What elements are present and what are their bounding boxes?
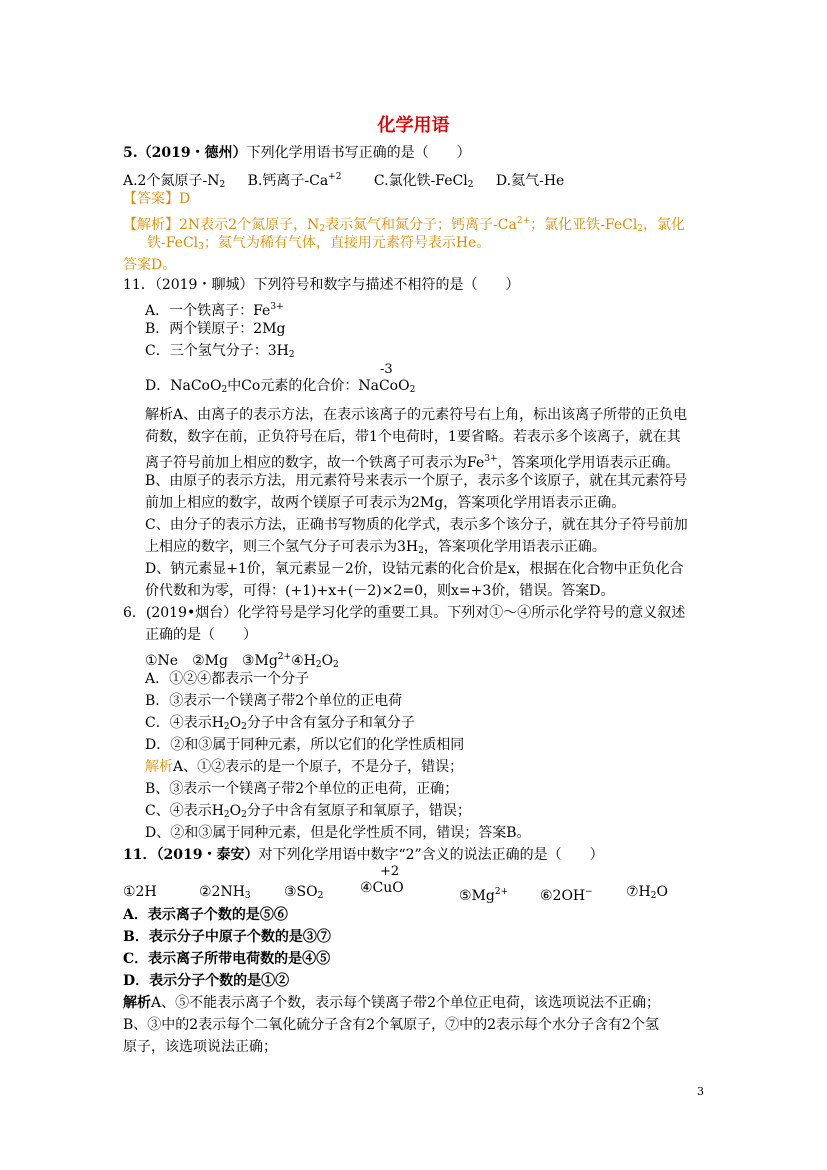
q6-stem-1: 6．(2019•烟台）化学符号是学习化学的重要工具。下列对①～④所示化学符号的意义叙述 (123, 605, 686, 621)
q11b-option-b: B．表示分子中原子个数的是③⑦ (123, 929, 331, 945)
q11b-option-a: A．表示离子个数的是⑤⑥ (123, 907, 288, 923)
q6-analysis-1: 解析A、①②表示的是一个原子，不是分子，错误； (145, 759, 464, 775)
q11b-symbol-7: $⑦H_2O$ (626, 884, 668, 901)
q6-analysis-2: B、③表示一个镁离子带2个单位的正电荷，正确； (145, 781, 459, 797)
q11a-analysis-9: 价代数和为零，可得：(+1)+x+(－2)×2=0，则x=+3价，错误。答案D。 (145, 583, 615, 599)
q11a-option-b: B．两个镁原子：2Mg (145, 321, 286, 337)
q11b-stem: 11．（2019・泰安）对下列化学用语中数字“2”含义的说法正确的是（ ） (123, 847, 604, 863)
q6-option-d: D．②和③属于同种元素，所以它们的化学性质相同 (145, 737, 465, 753)
q11b-symbol-1: ①2H (123, 884, 157, 900)
q11a-analysis-1: 解析A、由离子的表示方法，在表示该离子的元素符号右上角，标出该离子所带的正负电 (145, 407, 688, 423)
q11a-option-d: D．NaCoO$_2$中Co元素的化合价：Na -3 CoO$_2$ (145, 362, 416, 395)
q6-analysis-4: D、②和③属于同种元素，但是化学性质不同，错误；答案B。 (145, 825, 531, 841)
page-title: 化学用语 (377, 115, 450, 136)
q11a-analysis-6: C、由分子的表示方法，正确书写物质的化学式，表示多个该分子，就在其分子符号前加 (145, 517, 688, 533)
valence-mark: +2 (380, 864, 400, 879)
q11a-analysis-3: 离子符号前加上相应的数字，故一个铁离子可表示为$Fe^{3+}$，答案项化学用语表示正确。 (145, 454, 680, 471)
q6-option-c: C．④表示$H_2O_2$分子中含有氢分子和氧分子 (145, 715, 415, 732)
q11b-symbol-6: ⑥2OH− (540, 887, 593, 904)
q11a-analysis-2: 荷数，数字在前，正负符号在后，带1个电荷时，1要省略。若表示多个该离子，就在其 (145, 429, 681, 445)
q11b-symbol-3: $③SO_2$ (284, 884, 324, 901)
q11a-option-c: C．三个氢气分子：$3H_2$ (145, 343, 295, 360)
q11b-analysis-3: 原子，该选项说法正确； (123, 1039, 277, 1055)
q11b-symbol-4: +2 ④CuO (360, 864, 404, 896)
q11a-analysis-8: D、钠元素显+1价，氧元素显－2价，设钴元素的化合价是x，根据在化合物中正负化合 (145, 561, 684, 577)
page-number: 3 (697, 1085, 704, 1098)
q11b-symbol-5: $⑤Mg^{2+}$ (459, 887, 509, 904)
q5-analysis-line1: 【解析】2N表示2个氮原子，$N_2$表示氮气和氮分子；钙离子$-Ca^{2+}$；氯化亚铁-FeCl$_2$，氯化 (123, 216, 686, 234)
q5-options: A.2个氮原子$-N_2$ B.钙离子$-Ca^{+2}$ C.氯化铁-FeCl$_2$ D.氦气-He (123, 172, 565, 190)
q5-answer: 【答案】D (123, 191, 191, 207)
q11a-stem: 11．（2019・聊城）下列符号和数字与描述不相符的是（ ） (123, 277, 520, 293)
q6-option-a: A．①②④都表示一个分子 (145, 671, 310, 687)
q6-symbols: ①Ne ②Mg $③Mg^{2+}④H_2O_2$ (145, 652, 339, 670)
q6-analysis-3: C、④表示$H_2O_2$分子中含有氢原子和氧原子，错误； (145, 803, 471, 820)
q11a-analysis-5: 前加上相应的数字，故两个镁原子可表示为2Mg，答案项化学用语表示正确。 (145, 495, 626, 511)
q11b-symbol-2: $②2NH_3$ (199, 884, 251, 901)
q5-final: 答案D。 (123, 257, 177, 273)
q5-analysis-line2: 铁-FeCl$_3$；氦气为稀有气体，直接用元素符号表示He。 (147, 235, 491, 252)
q11a-option-a: A．一个铁离子：$Fe^{3+}$ (145, 302, 284, 319)
q11b-option-d: D．表示分子个数的是①② (123, 973, 290, 989)
q5-stem: 5.（2019・德州）下列化学用语书写正确的是（ ） (123, 145, 471, 161)
q11a-analysis-4: B、由原子的表示方法，用元素符号来表示一个原子，表示多个该原子，就在其元素符号 (145, 473, 688, 489)
q11b-analysis-2: B、③中的2表示每个二氧化硫分子含有2个氧原子，⑦中的2表示每个水分子含有2个氢 (123, 1017, 659, 1033)
q6-stem-2: 正确的是（ ） (145, 627, 257, 643)
q11a-analysis-7: 上相应的数字，则三个氢气分子可表示为$3H_2$，答案项化学用语表示正确。 (145, 539, 606, 556)
q6-option-b: B．③表示一个镁离子带2个单位的正电荷 (145, 693, 403, 709)
valence-mark: -3 (379, 362, 393, 377)
q11b-analysis-1: 解析A、⑤不能表示离子个数，表示每个镁离子带2个单位正电荷，该选项说法不正确； (123, 995, 661, 1011)
q11b-option-c: C．表示离子所带电荷数的是④⑤ (123, 951, 331, 967)
